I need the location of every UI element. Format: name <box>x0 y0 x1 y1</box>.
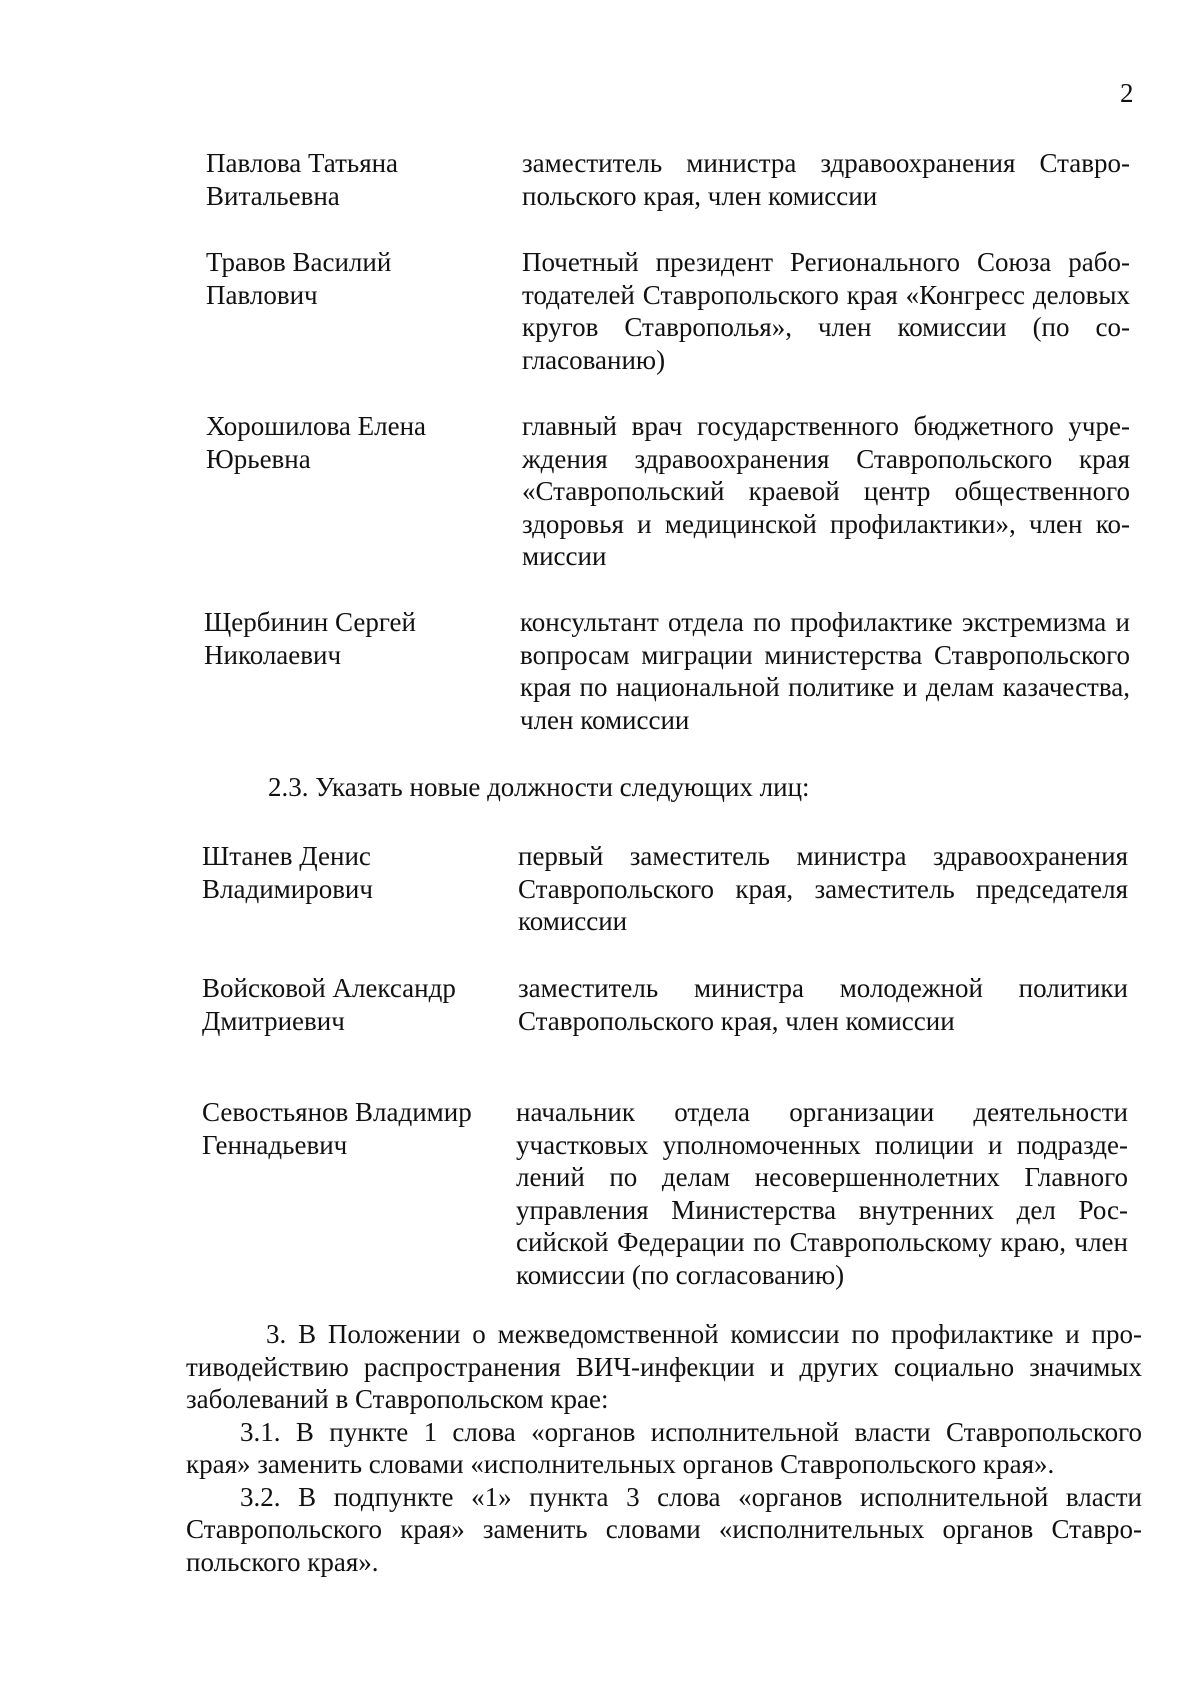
member-name: Щербинин Сергей Николаевич <box>204 607 416 670</box>
member-name: Севостьянов Владимир Геннадьевич <box>202 1097 472 1160</box>
member-name: Штанев Денис Владимирович <box>202 841 373 904</box>
section-3-item-1: 3.1. В пункте 1 слова «органов исполнительной власти Ставропольского края» заменить словами «исполнительных органов Ставропольского края». <box>186 1416 1142 1479</box>
member-name: Павлова Татьяна Витальевна <box>206 148 399 211</box>
member-name: Хорошилова Елена Юрьевна <box>206 411 427 474</box>
page-number: 2 <box>1120 78 1134 108</box>
member-role: консультант отдела по профилактике экстремизма и вопросам миграции министерства Ставропольского края по национальной политике и делам казачества, член комиссии <box>520 607 1130 735</box>
section-2-3-heading: 2.3. Указать новые должности следующих лиц: <box>268 772 810 802</box>
member-role: первый заместитель министра здравоохранения Ставропольского края, заместитель председателя комиссии <box>518 841 1128 936</box>
member-role: Почетный президент Регионального Союза работодателей Ставропольского края «Конгресс деловых кругов Ставрополья», член комиссии (по согласованию) <box>522 247 1130 375</box>
section-3-intro: 3. В Положении о межведомственной комиссии по профилактике и противодействию распространения ВИЧ-инфекции и других социально значимых заболеваний в Ставропольском крае: <box>186 1319 1142 1414</box>
section-3-text <box>186 1318 1142 1578</box>
member-role: главный врач государственного бюджетного учреждения здравоохранения Ставропольского края «Ставропольский краевой центр общественного здоровья и медицинской профилактики», член комиссии <box>522 411 1130 571</box>
member-role: заместитель министра здравоохранения Ставропольского края, член комиссии <box>522 148 1130 211</box>
section-3-item-2: 3.2. В подпункте «1» пункта 3 слова «органов исполнительной власти Ставропольского края» заменить словами «исполнительных органов Ставропольского края». <box>186 1481 1142 1577</box>
member-name: Войсковой Александр Дмитриевич <box>202 973 456 1036</box>
member-role: начальник отдела организации деятельности участковых уполномоченных полиции и подразделений по делам несовершеннолетних Главного управления Министерства внутренних дел Российской Федерации по Ставропольскому краю, член комиссии (по согласованию) <box>516 1097 1128 1290</box>
member-name: Травов Василий Павлович <box>206 247 392 310</box>
member-role: заместитель министра молодежной политики Ставропольского края, член комиссии <box>518 973 1128 1036</box>
